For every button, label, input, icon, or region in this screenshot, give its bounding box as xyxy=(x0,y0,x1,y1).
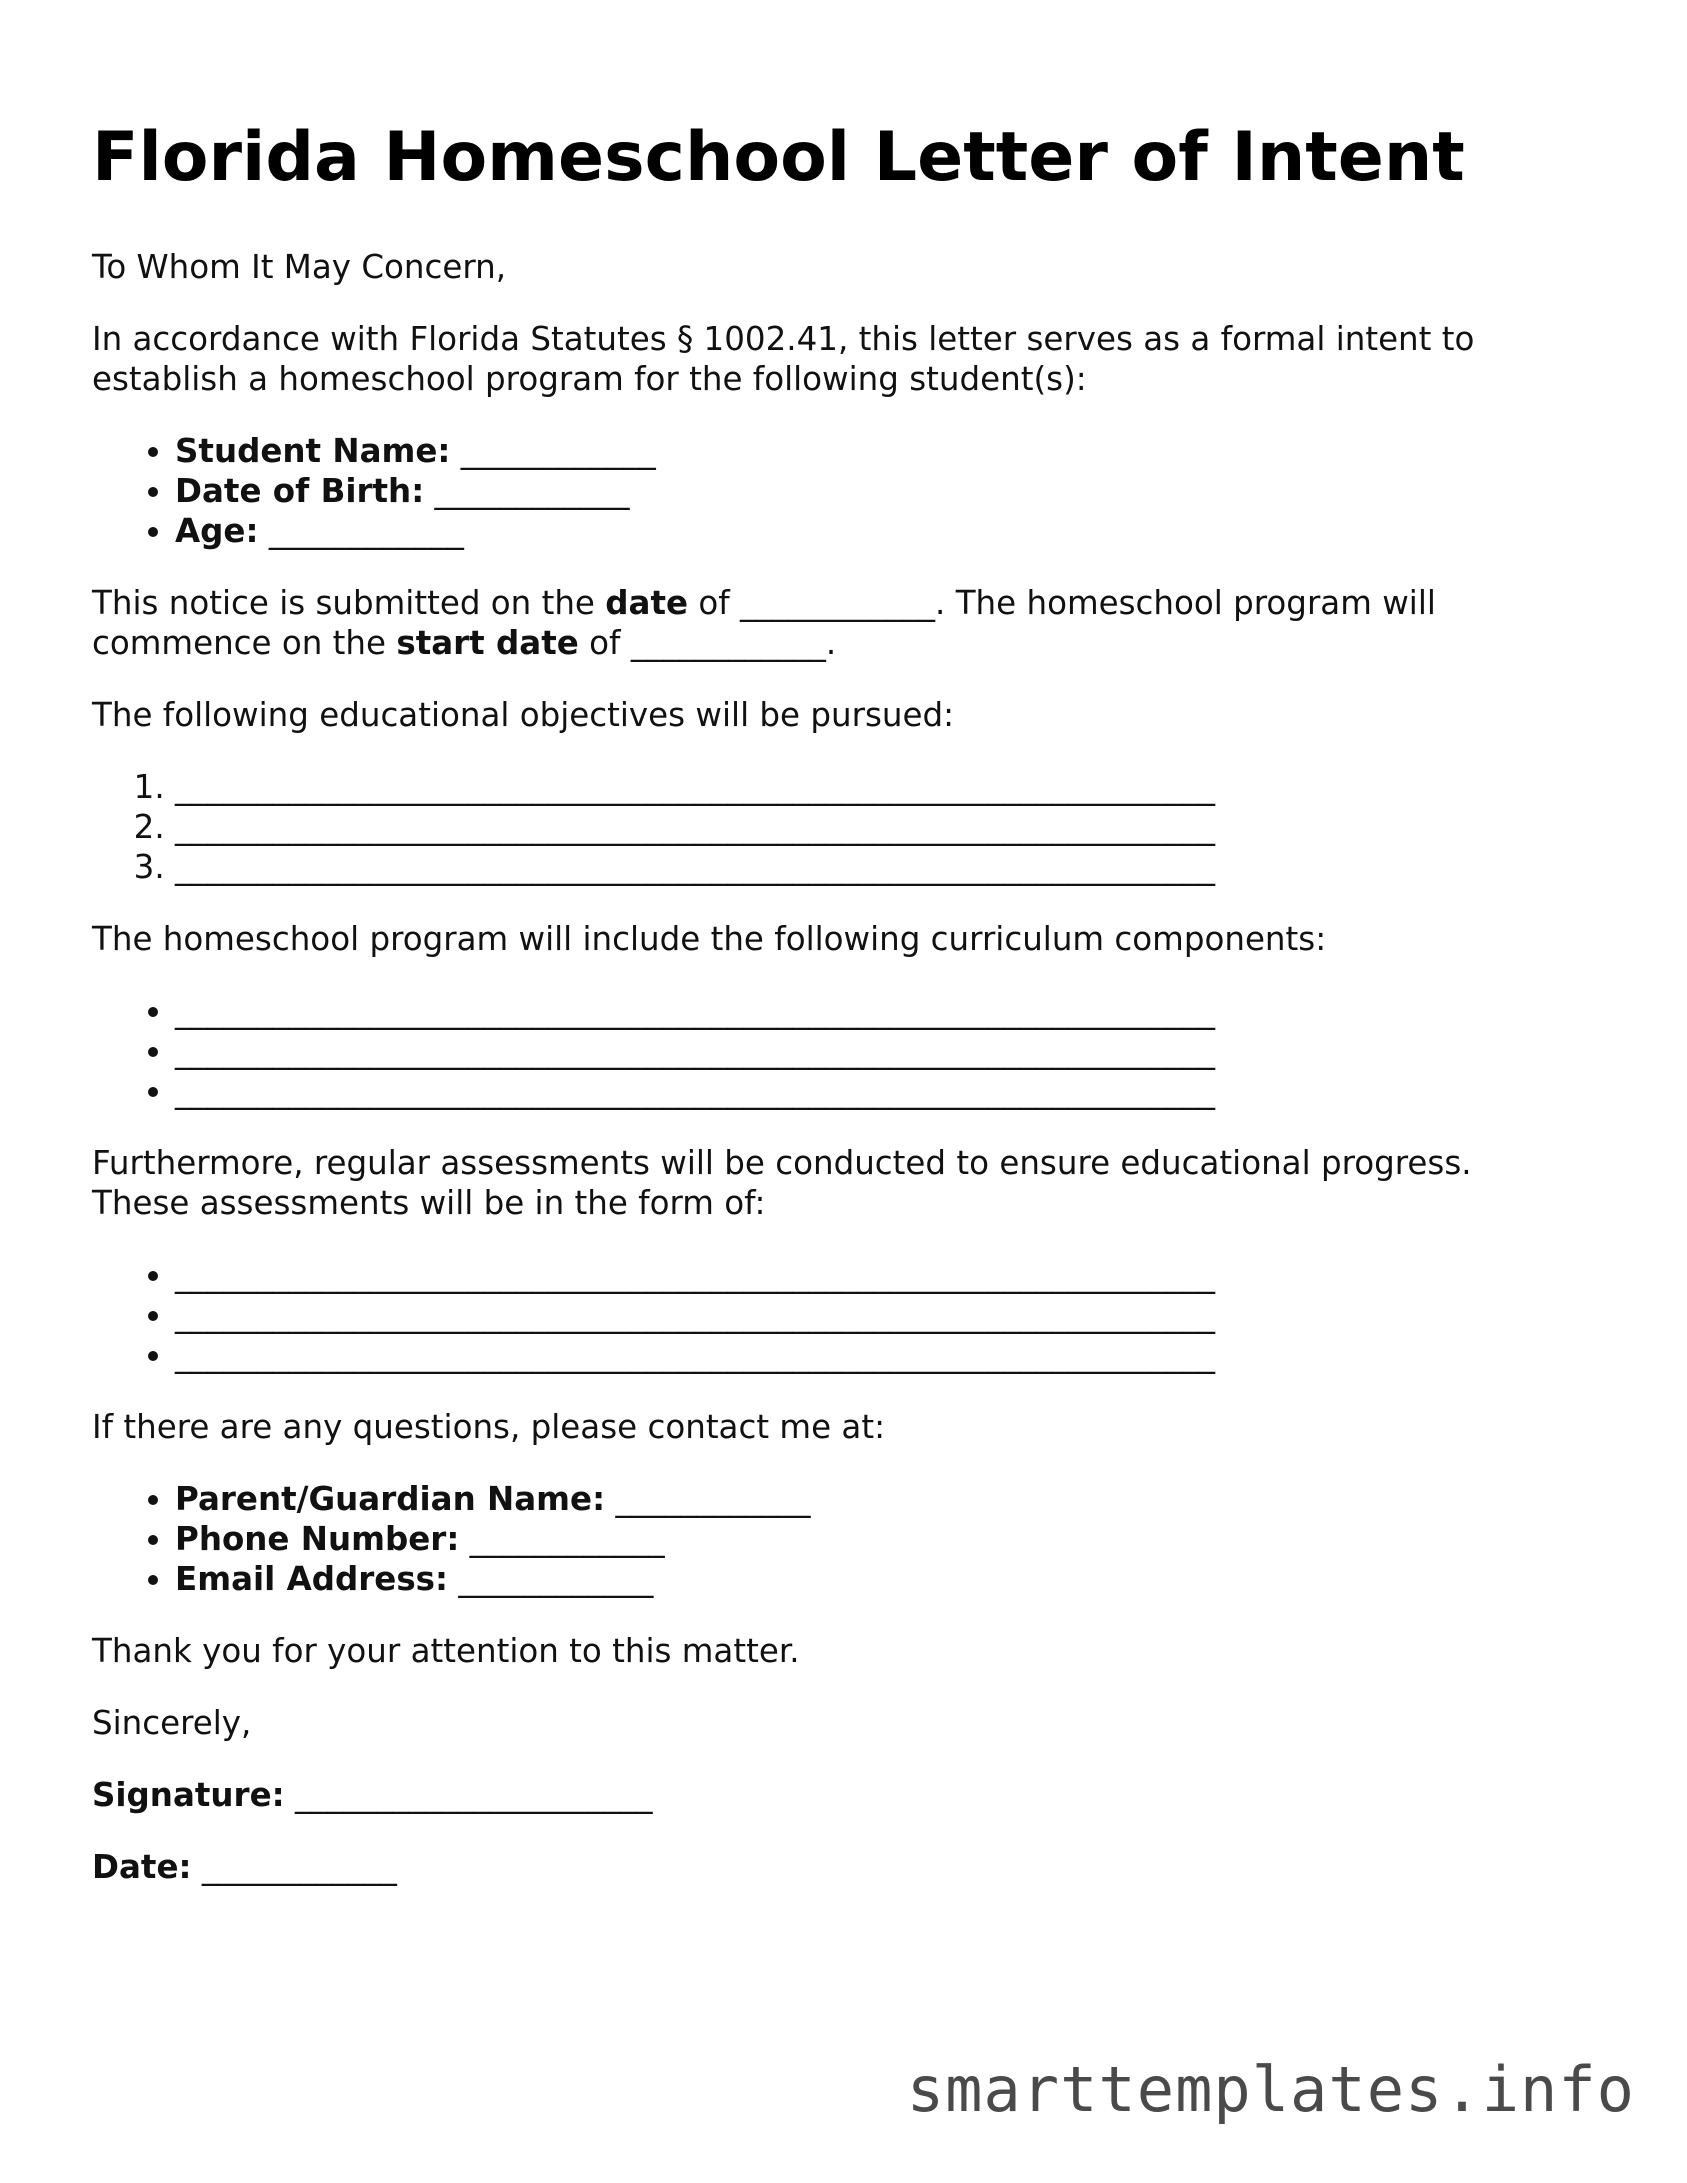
notice-text: . xyxy=(825,624,837,662)
list-item xyxy=(175,847,1542,887)
blank-line: ____________ xyxy=(630,624,826,662)
field-label: Phone Number: xyxy=(175,1520,460,1558)
date-label: Date: xyxy=(92,1848,192,1886)
blank-line: ____________ xyxy=(460,432,656,470)
watermark: smarttemplates.info xyxy=(906,2053,1635,2126)
objectives-list xyxy=(92,767,1542,887)
field-label: Date of Birth: xyxy=(175,472,425,510)
list-item xyxy=(175,1559,1542,1599)
list-item xyxy=(175,431,1542,471)
field-label: Age: xyxy=(175,512,259,550)
blank-line: ____________ xyxy=(201,1848,397,1886)
list-item xyxy=(175,1519,1542,1559)
salutation: To Whom It May Concern, xyxy=(92,248,507,286)
list-item xyxy=(175,1295,1542,1335)
closing-line: Sincerely, xyxy=(92,1704,252,1742)
contact-fields-list xyxy=(92,1479,1542,1599)
list-item xyxy=(175,1479,1542,1519)
signature-line xyxy=(92,1775,1542,1815)
blank-line: ________________________________________________________________ xyxy=(175,1256,1215,1294)
notice-text: . The homeschool program will commence on the xyxy=(92,584,1436,662)
objectives-intro: The following educational objectives will be pursued: xyxy=(92,696,955,734)
list-item xyxy=(175,1071,1542,1111)
date-line xyxy=(92,1847,1542,1887)
curriculum-list xyxy=(92,991,1542,1111)
blank-line: ____________ xyxy=(469,1520,665,1558)
contact-intro: If there are any questions, please contact me at: xyxy=(92,1408,886,1446)
blank-line: ____________ xyxy=(458,1560,654,1598)
blank-line: ____________ xyxy=(268,512,464,550)
field-label: Email Address: xyxy=(175,1560,449,1598)
notice-bold-date: date xyxy=(605,584,689,622)
list-item xyxy=(175,807,1542,847)
blank-line: ________________________________________________________________ xyxy=(175,1296,1215,1334)
field-label: Parent/Guardian Name: xyxy=(175,1480,606,1518)
thanks-line: Thank you for your attention to this matter. xyxy=(92,1632,800,1670)
notice-text: of xyxy=(688,584,741,622)
list-item xyxy=(175,1255,1542,1295)
intro-paragraph: In accordance with Florida Statutes § 1002.41, this letter serves as a formal intent to establish a homeschool program for the following student(s): xyxy=(92,320,1475,398)
notice-bold-start-date: start date xyxy=(396,624,579,662)
blank-line: ______________________ xyxy=(294,1776,653,1814)
list-item xyxy=(175,767,1542,807)
blank-line: ____________ xyxy=(740,584,936,622)
blank-line: ________________________________________________________________ xyxy=(175,992,1215,1030)
blank-line: ________________________________________________________________ xyxy=(175,1336,1215,1374)
curriculum-intro: The homeschool program will include the following curriculum components: xyxy=(92,920,1327,958)
notice-paragraph xyxy=(92,583,1542,663)
assessments-intro: Furthermore, regular assessments will be conducted to ensure educational progress. These assessments will be in the form of: xyxy=(92,1144,1472,1222)
field-label: Student Name: xyxy=(175,432,451,470)
letter-document xyxy=(92,118,1542,1919)
blank-line: ____________ xyxy=(615,1480,811,1518)
blank-line: ________________________________________________________________ xyxy=(175,1072,1215,1110)
blank-line: ____________ xyxy=(434,472,630,510)
list-item xyxy=(175,1031,1542,1071)
page-title: Florida Homeschool Letter of Intent xyxy=(92,118,1465,197)
list-item xyxy=(175,511,1542,551)
assessments-list xyxy=(92,1255,1542,1375)
list-item xyxy=(175,471,1542,511)
notice-text: of xyxy=(578,624,631,662)
blank-line: ________________________________________________________________ xyxy=(175,848,1215,886)
list-item xyxy=(175,1335,1542,1375)
notice-text: This notice is submitted on the xyxy=(92,584,606,622)
signature-label: Signature: xyxy=(92,1776,285,1814)
blank-line: ________________________________________________________________ xyxy=(175,1032,1215,1070)
blank-line: ________________________________________________________________ xyxy=(175,808,1215,846)
list-item xyxy=(175,991,1542,1031)
student-fields-list xyxy=(92,431,1542,551)
blank-line: ________________________________________________________________ xyxy=(175,768,1215,806)
